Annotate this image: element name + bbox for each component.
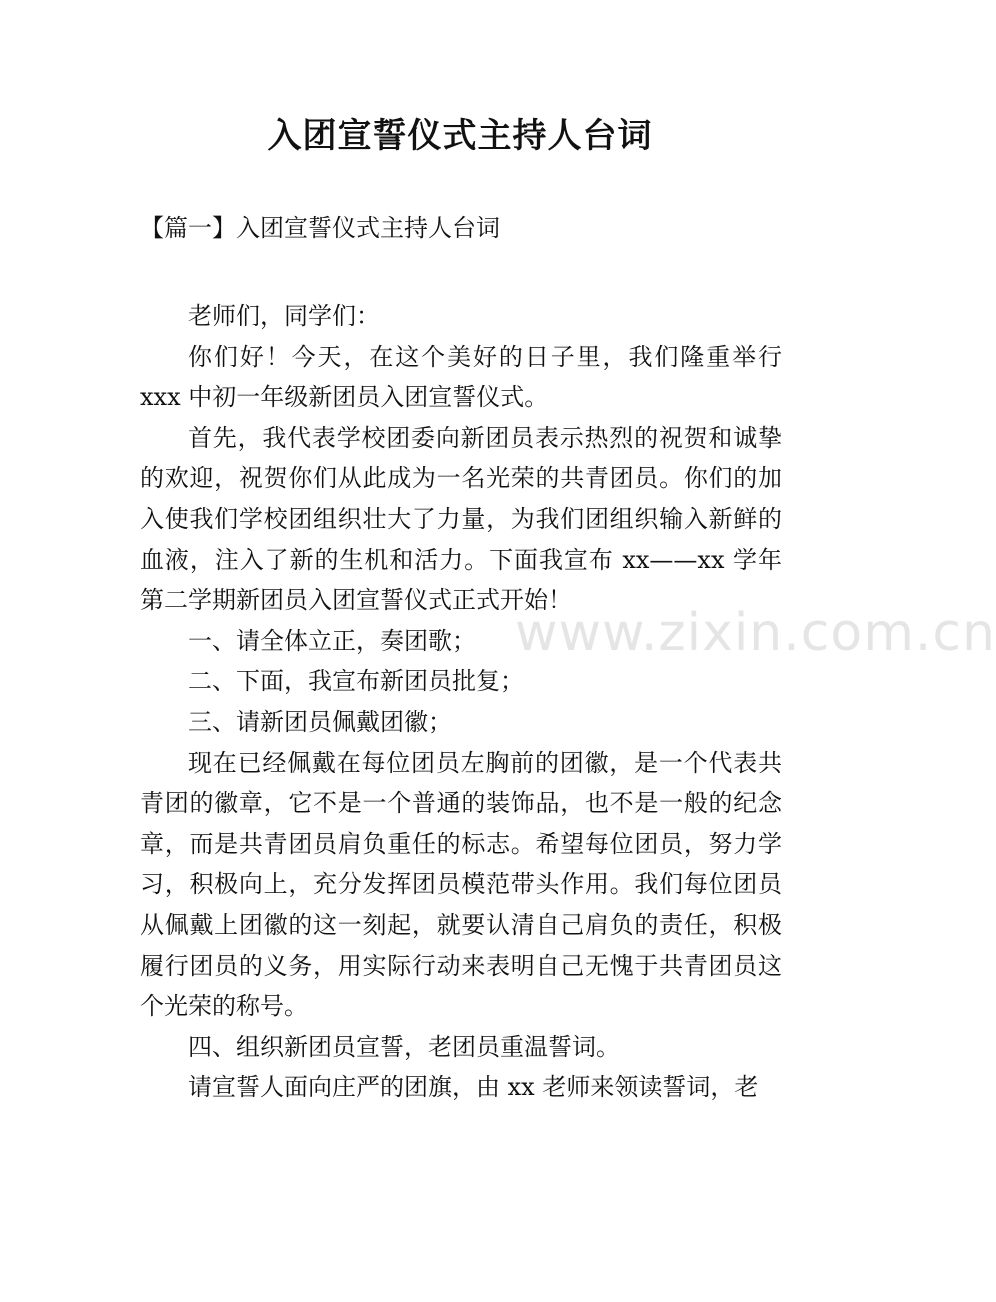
paragraph-step-three: 三、请新团员佩戴团徽；: [188, 707, 452, 736]
paragraph-congratulations: 首先，我代表学校团委向新团员表示热烈的祝贺和诚挚的欢迎，祝贺你们从此成为一名光荣的共青团员。你们的加入使我们学校团组织壮大了力量，为我们团组织输入新鲜的血液，注入了新的生机和活力。下面我宣布 xx——xx 学年第二学期新团员入团宣誓仪式正式开始！: [140, 423, 782, 615]
paragraph-badge: 现在已经佩戴在每位团员左胸前的团徽，是一个代表共青团的徽章，它不是一个普通的装饰品，也不是一般的纪念章，而是共青团员肩负重任的标志。希望每位团员，努力学习，积极向上，充分发挥团员模范带头作用。我们每位团员从佩戴上团徽的这一刻起，就要认清自己肩负的责任，积极履行团员的义务，用实际行动来表明自己无愧于共青团员这个光荣的称号。: [140, 748, 782, 1021]
paragraph-oath: 请宣誓人面向庄严的团旗，由 xx 老师来领读誓词，老: [188, 1073, 759, 1102]
body-text: [140, 296, 782, 1108]
section-heading: 【篇一】入团宣誓仪式主持人台词: [140, 214, 500, 242]
paragraph-greeting: 老师们，同学们：: [188, 302, 380, 330]
paragraph-step-one: 一、请全体立正，奏团歌；: [188, 626, 476, 655]
watermark: www.zixin.com.cn: [515, 603, 996, 663]
paragraph-step-two: 二、下面，我宣布新团员批复；: [188, 667, 524, 696]
paragraph-welcome: 你们好！今天，在这个美好的日子里，我们隆重举行 xxx 中初一年级新团员入团宣誓仪式。: [140, 342, 782, 412]
paragraph-step-four: 四、组织新团员宣誓，老团员重温誓词。: [188, 1032, 620, 1061]
document-title: 入团宣誓仪式主持人台词: [267, 116, 653, 156]
